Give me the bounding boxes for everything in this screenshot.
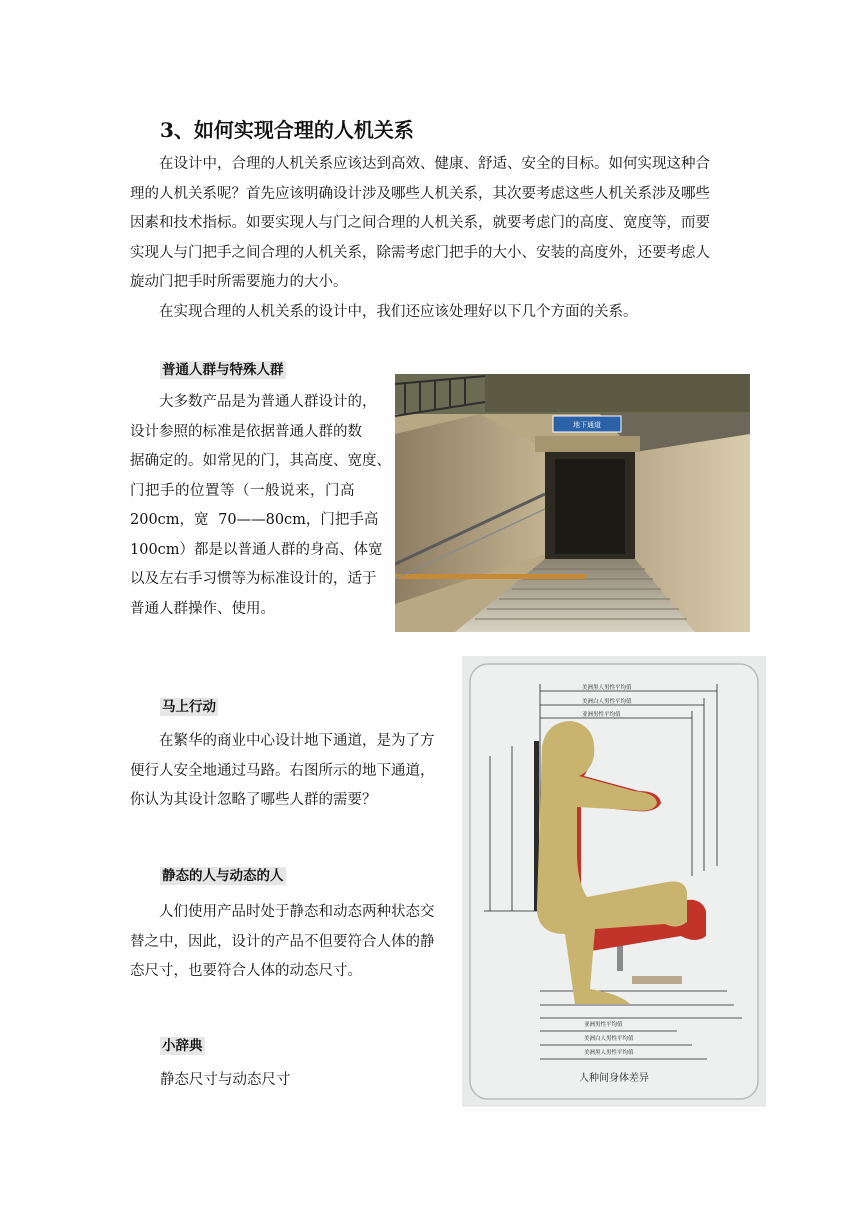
- top-label: 亚洲男性平均值: [582, 712, 621, 718]
- body-line: 普通人群操作、使用。: [130, 600, 275, 617]
- body-line: 人们使用产品时处于静态和动态两种状态交: [159, 904, 435, 920]
- body-size-difference-figure: [462, 656, 766, 1107]
- top-label: 美洲黑人男性平均值: [582, 685, 632, 691]
- section3-body: [130, 898, 452, 987]
- intro-line: 旋动门把手时所需要施力的大小。: [130, 274, 348, 290]
- body-line: 100cm）都是以普通人群的身高、体宽: [130, 541, 383, 558]
- section-heading-dictionary: 小辞典: [162, 1038, 203, 1054]
- body-line: 设计参照的标准是依据普通人群的数: [130, 423, 362, 440]
- bottom-label: 美洲白人男性平均值: [584, 1036, 634, 1042]
- bottom-label: 美洲黑人男性平均值: [584, 1050, 634, 1056]
- section-heading-act-now: 马上行动: [162, 699, 216, 715]
- section-heading-common-special: 普通人群与特殊人群: [162, 362, 284, 378]
- intro-paragraph-2: 在实现合理的人机关系的设计中，我们还应该处理好以下几个方面的关系。: [159, 303, 638, 320]
- intro-line: 实现人与门把手之间合理的人机关系，除需考虑门把手的大小、安装的高度外，还要考虑人: [130, 244, 710, 261]
- body-line: 替之中，因此，设计的产品不但要符合人体的静: [130, 933, 435, 950]
- body-line: 你认为其设计忽略了哪些人群的需要？: [130, 792, 377, 808]
- body-line: 在繁华的商业中心设计地下通道，是为了方: [159, 733, 435, 749]
- figure-caption: 人种间身体差异: [579, 1073, 649, 1084]
- section1-body: [130, 388, 391, 624]
- bottom-label: 亚洲男性平均值: [584, 1022, 623, 1028]
- section-heading-static-dynamic: 静态的人与动态的人: [162, 868, 284, 884]
- body-line: 据确定的。如常见的门，其高度、宽度、: [130, 453, 391, 469]
- subway-sign-text: 地下通道: [573, 421, 601, 429]
- subway-entrance-photo: [395, 374, 750, 632]
- section-title: 3、如何实现合理的人机关系: [160, 118, 414, 142]
- body-line: 便行人安全地通过马路。右图所示的地下通道，: [130, 762, 435, 779]
- intro-paragraph: [130, 150, 730, 327]
- body-line: 大多数产品是为普通人群设计的，: [159, 394, 377, 410]
- intro-line: 理的人机关系呢？首先应该明确设计涉及哪些人机关系，其次要考虑这些人机关系涉及哪些: [130, 185, 710, 202]
- body-line: 以及左右手习惯等为标准设计的，适于: [130, 571, 377, 587]
- top-label: 美洲白人男性平均值: [582, 699, 632, 705]
- intro-line: 在设计中，合理的人机关系应该达到高效、健康、舒适、安全的目标。如何实现这种合: [159, 156, 710, 172]
- intro-line: 因素和技术指标。如要实现人与门之间合理的人机关系，就要考虑门的高度、宽度等，而要: [130, 215, 710, 231]
- body-line: 门把手的位置等（一般说来，门高: [130, 482, 355, 499]
- section2-body: [130, 727, 452, 816]
- body-line: 态尺寸，也要符合人体的动态尺寸。: [130, 963, 362, 979]
- dictionary-term: 静态尺寸与动态尺寸: [160, 1072, 291, 1088]
- body-line: 200cm，宽 70——80cm，门把手高: [130, 512, 379, 528]
